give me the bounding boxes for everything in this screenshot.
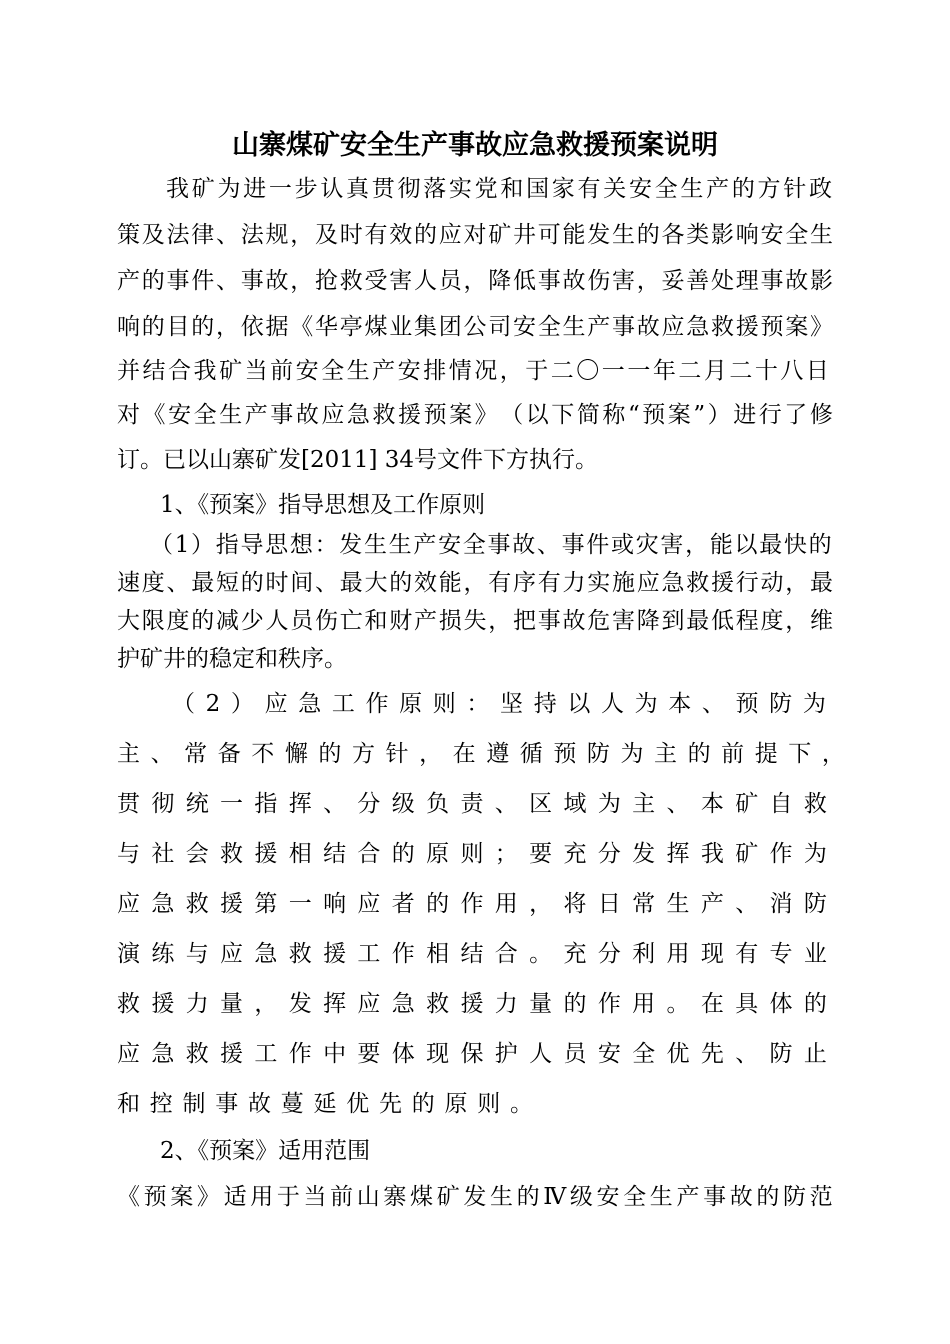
intro-line-7: 订。已以山寨矿发[2011] 34号文件下方执行。 — [117, 447, 599, 473]
guiding-line-1: （ 1 ） 指 导 思 想 ： 发 生 生 产 安 全 事 故 、 事 件 或 灾 害 ， 能 以 最 快 的 — [150, 532, 832, 558]
principles-line-1: （ 2 ） 应 急 工 作 原 则 ： 坚 持 以 人 为 本 、 预 防 为 — [172, 691, 826, 717]
intro-line-2: 策 及 法 律 、 法 规 ， 及 时 有 效 的 应 对 矿 井 可 能 发 生 的 各 类 影 响 安 全 生 — [117, 222, 833, 248]
principles-line-2: 主 、 常 备 不 懈 的 方 针 ， 在 遵 循 预 防 为 主 的 前 提 下 ， — [117, 741, 845, 767]
guiding-line-2: 速 度 、 最 短 的 时 间 、 最 大 的 效 能 ， 有 序 有 力 实 施 应 急 救 援 行 动 ， 最 — [117, 570, 833, 596]
document-title: 山寨煤矿安全生产事故应急救援预案说明 — [232, 130, 718, 161]
section-2-heading: 2、《预案》适用范围 — [160, 1138, 371, 1164]
scope-line-1: 《 预 案 》 适 用 于 当 前 山 寨 煤 矿 发 生 的 Ⅳ 级 安 全 生 产 事 故 的 防 范 — [117, 1184, 833, 1210]
principles-line-9: 和 控 制 事 故 蔓 延 优 先 的 原 则 。 — [117, 1091, 533, 1117]
section-1-heading: 1、《预案》指导思想及工作原则 — [160, 492, 486, 518]
intro-line-5: 并 结 合 我 矿 当 前 安 全 生 产 安 排 情 况 ， 于 二 〇 一 一 年 二 月 二 十 八 日 — [117, 358, 829, 384]
intro-line-4: 响 的 目 的 ， 依 据 《 华 亭 煤 业 集 团 公 司 安 全 生 产 事 故 应 急 救 援 预 案 》 — [117, 314, 833, 340]
principles-line-6: 演 练 与 应 急 救 援 工 作 相 结 合 。 充 分 利 用 现 有 专 业 — [117, 941, 827, 967]
principles-line-8: 应 急 救 援 工 作 中 要 体 现 保 护 人 员 安 全 优 先 、 防 止 — [117, 1041, 827, 1067]
principles-line-4: 与 社 会 救 援 相 结 合 的 原 则 ； 要 充 分 发 挥 我 矿 作 为 — [117, 841, 827, 867]
principles-line-7: 救 援 力 量 ， 发 挥 应 急 救 援 力 量 的 作 用 。 在 具 体 的 — [117, 991, 827, 1017]
intro-line-3: 产 的 事 件 、 事 故 ， 抢 救 受 害 人 员 ， 降 低 事 故 伤 害 ， 妥 善 处 理 事 故 影 — [117, 268, 833, 294]
principles-line-5: 应 急 救 援 第 一 响 应 者 的 作 用 ， 将 日 常 生 产 、 消 防 — [117, 891, 827, 917]
guiding-line-3: 大 限 度 的 减 少 人 员 伤 亡 和 财 产 损 失 ， 把 事 故 危 害 降 到 最 低 程 度 ， 维 — [117, 608, 833, 634]
guiding-line-4: 护矿井的稳定和秩序。 — [117, 646, 347, 672]
principles-line-3: 贯 彻 统 一 指 挥 、 分 级 负 责 、 区 域 为 主 、 本 矿 自 救 — [117, 791, 827, 817]
intro-line-6: 对 《 安 全 生 产 事 故 应 急 救 援 预 案 》 （ 以 下 简 称 “ 预 案 ” ） 进 行 了 修 — [117, 402, 833, 428]
intro-line-1: 我 矿 为 进 一 步 认 真 贯 彻 落 实 党 和 国 家 有 关 安 全 生 产 的 方 针 政 — [166, 176, 832, 202]
